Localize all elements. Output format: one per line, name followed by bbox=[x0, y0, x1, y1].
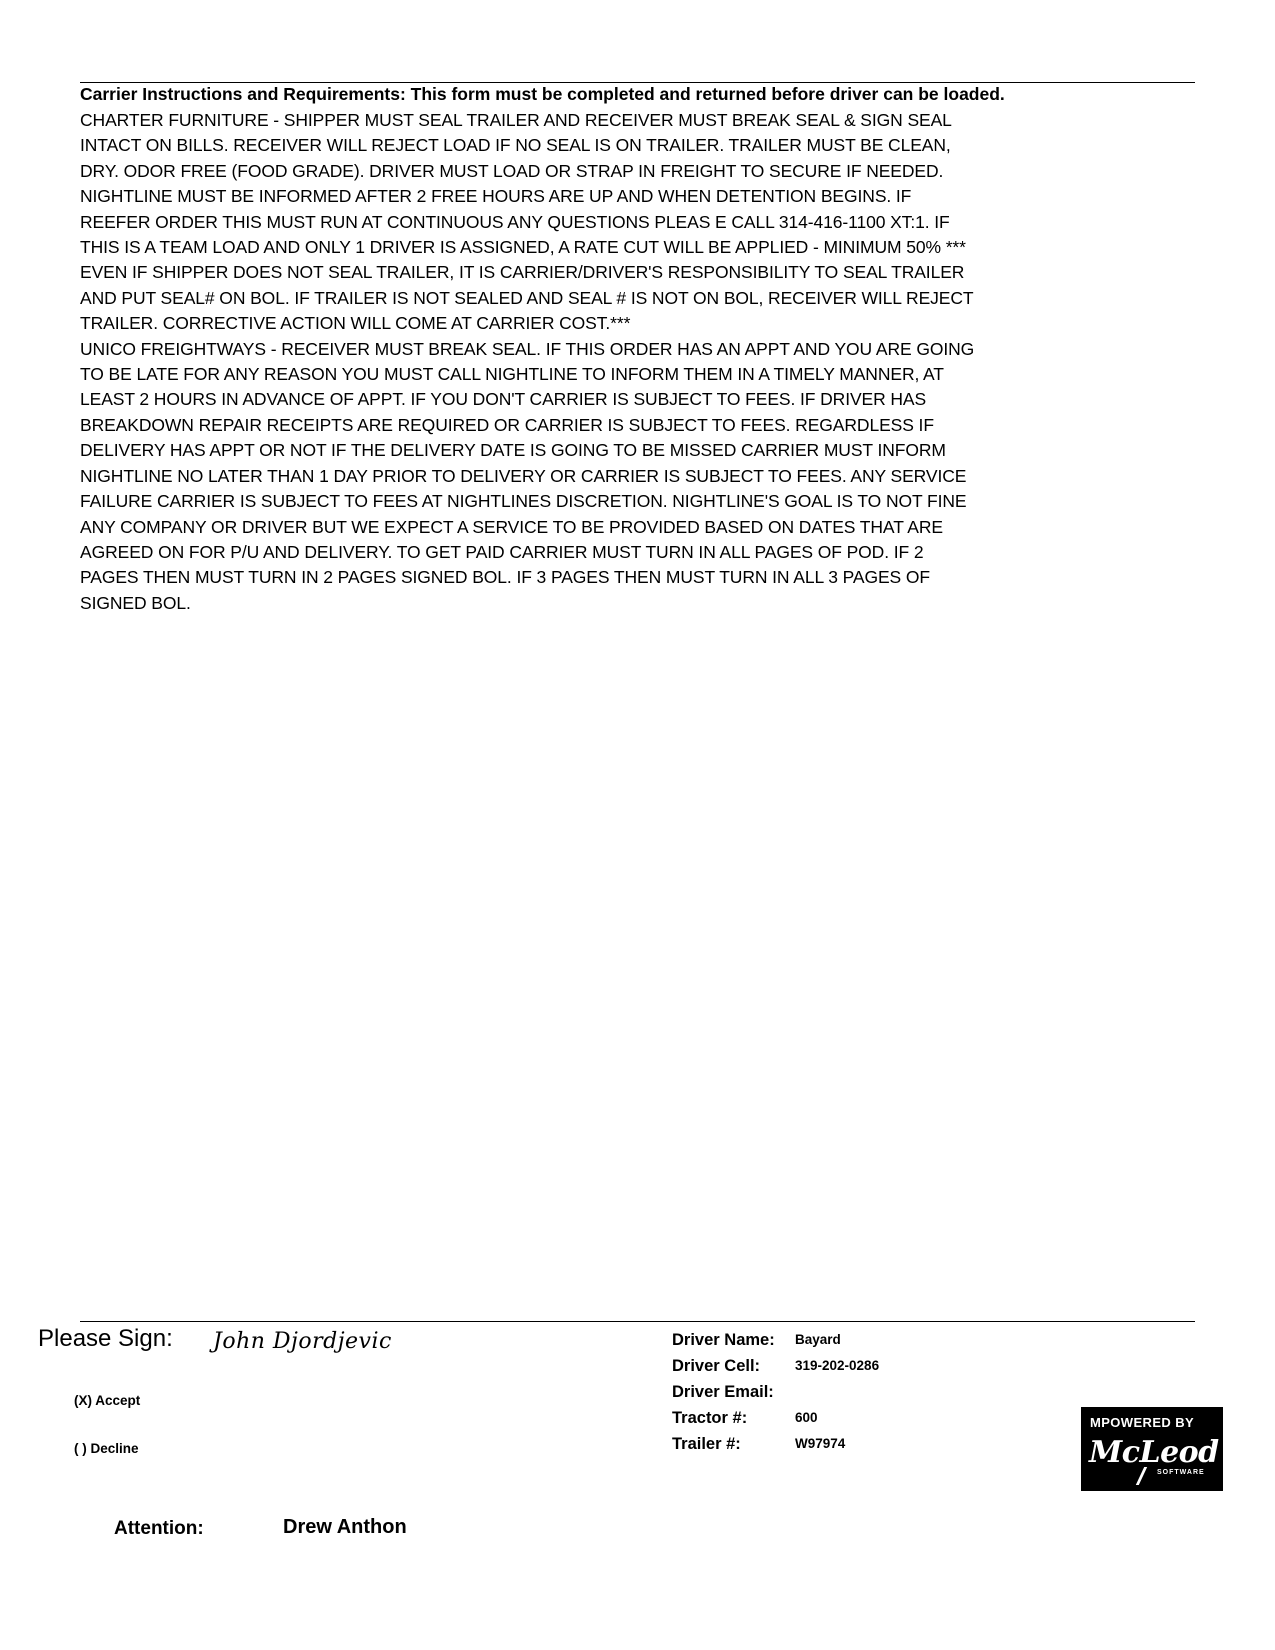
driver-email-label: Driver Email: bbox=[672, 1383, 774, 1401]
signature-divider bbox=[80, 1321, 1195, 1322]
instruction-line: THIS IS A TEAM LOAD AND ONLY 1 DRIVER IS ASSIGNED, A RATE CUT WILL BE APPLIED - MINIMUM 50% *** bbox=[80, 237, 966, 258]
tractor-value: 600 bbox=[795, 1410, 818, 1425]
driver-name-value: Bayard bbox=[795, 1332, 841, 1347]
instruction-line: AGREED ON FOR P/U AND DELIVERY. TO GET PAID CARRIER MUST TURN IN ALL PAGES OF POD. IF 2 bbox=[80, 541, 924, 562]
instruction-line: NIGHTLINE MUST BE INFORMED AFTER 2 FREE HOURS ARE UP AND WHEN DETENTION BEGINS. IF bbox=[80, 186, 912, 207]
please-sign-label: Please Sign: bbox=[38, 1325, 173, 1352]
driver-name-label: Driver Name: bbox=[672, 1331, 775, 1349]
instruction-line: DRY. ODOR FREE (FOOD GRADE). DRIVER MUST LOAD OR STRAP IN FREIGHT TO SECURE IF NEEDED. bbox=[80, 160, 944, 181]
instruction-line: FAILURE CARRIER IS SUBJECT TO FEES AT NIGHTLINES DISCRETION. NIGHTLINE'S GOAL IS TO NOT FINE bbox=[80, 491, 967, 512]
driver-cell-value: 319-202-0286 bbox=[795, 1358, 880, 1373]
top-divider bbox=[80, 82, 1195, 83]
trailer-label: Trailer #: bbox=[672, 1435, 741, 1453]
logo-brand: McLeod bbox=[1089, 1435, 1219, 1470]
mcleod-logo bbox=[1081, 1407, 1223, 1491]
instruction-line: ANY COMPANY OR DRIVER BUT WE EXPECT A SERVICE TO BE PROVIDED BASED ON DATES THAT ARE bbox=[80, 516, 943, 537]
instruction-line: TRAILER. CORRECTIVE ACTION WILL COME AT CARRIER COST.*** bbox=[80, 313, 631, 334]
driver-info-labels bbox=[672, 1327, 775, 1457]
signature-field[interactable]: John Djordjevic bbox=[213, 1329, 392, 1354]
attention-label: Attention: bbox=[114, 1518, 204, 1539]
instruction-line: LEAST 2 HOURS IN ADVANCE OF APPT. IF YOU DON'T CARRIER IS SUBJECT TO FEES. IF DRIVER HAS bbox=[80, 389, 927, 410]
accept-option[interactable]: (X) Accept bbox=[74, 1393, 141, 1408]
driver-info-values bbox=[795, 1327, 879, 1457]
instruction-line: SIGNED BOL. bbox=[80, 592, 191, 613]
instruction-line: TO BE LATE FOR ANY REASON YOU MUST CALL NIGHTLINE TO INFORM THEM IN A TIMELY MANNER, AT bbox=[80, 364, 944, 385]
attention-value: Drew Anthon bbox=[283, 1516, 407, 1538]
tractor-label: Tractor #: bbox=[672, 1409, 748, 1427]
instruction-line: PAGES THEN MUST TURN IN 2 PAGES SIGNED BOL. IF 3 PAGES THEN MUST TURN IN ALL 3 PAGES OF bbox=[80, 567, 930, 588]
instruction-line: AND PUT SEAL# ON BOL. IF TRAILER IS NOT SEALED AND SEAL # IS NOT ON BOL, RECEIVER WILL REJECT bbox=[80, 287, 974, 308]
logo-sub: SOFTWARE bbox=[1157, 1469, 1205, 1476]
instruction-line: EVEN IF SHIPPER DOES NOT SEAL TRAILER, IT IS CARRIER/DRIVER'S RESPONSIBILITY TO SEAL TRAILER bbox=[80, 262, 965, 283]
decline-option[interactable]: ( ) Decline bbox=[74, 1441, 139, 1456]
driver-email-value bbox=[795, 1379, 879, 1405]
instruction-line: REEFER ORDER THIS MUST RUN AT CONTINUOUS ANY QUESTIONS PLEAS E CALL 314-416-1100 XT:1. IF bbox=[80, 211, 950, 232]
instructions-body bbox=[80, 108, 1200, 616]
instruction-line: UNICO FREIGHTWAYS - RECEIVER MUST BREAK SEAL. IF THIS ORDER HAS AN APPT AND YOU ARE GOING bbox=[80, 338, 975, 359]
instruction-line: CHARTER FURNITURE - SHIPPER MUST SEAL TRAILER AND RECEIVER MUST BREAK SEAL & SIGN SEAL bbox=[80, 110, 952, 130]
instruction-line: INTACT ON BILLS. RECEIVER WILL REJECT LOAD IF NO SEAL IS ON TRAILER. TRAILER MUST BE CLEAN, bbox=[80, 135, 951, 156]
trailer-value: W97974 bbox=[795, 1436, 846, 1451]
instructions-heading: Carrier Instructions and Requirements: This form must be completed and returned before driver can be loaded. bbox=[80, 84, 1005, 104]
instruction-line: BREAKDOWN REPAIR RECEIPTS ARE REQUIRED OR CARRIER IS SUBJECT TO FEES. REGARDLESS IF bbox=[80, 414, 934, 435]
instruction-line: NIGHTLINE NO LATER THAN 1 DAY PRIOR TO DELIVERY OR CARRIER IS SUBJECT TO FEES. ANY SERVICE bbox=[80, 465, 967, 486]
instruction-line: DELIVERY HAS APPT OR NOT IF THE DELIVERY DATE IS GOING TO BE MISSED CARRIER MUST INFORM bbox=[80, 440, 946, 461]
logo-tagline: MPOWERED BY bbox=[1090, 1415, 1195, 1430]
driver-cell-label: Driver Cell: bbox=[672, 1357, 761, 1375]
